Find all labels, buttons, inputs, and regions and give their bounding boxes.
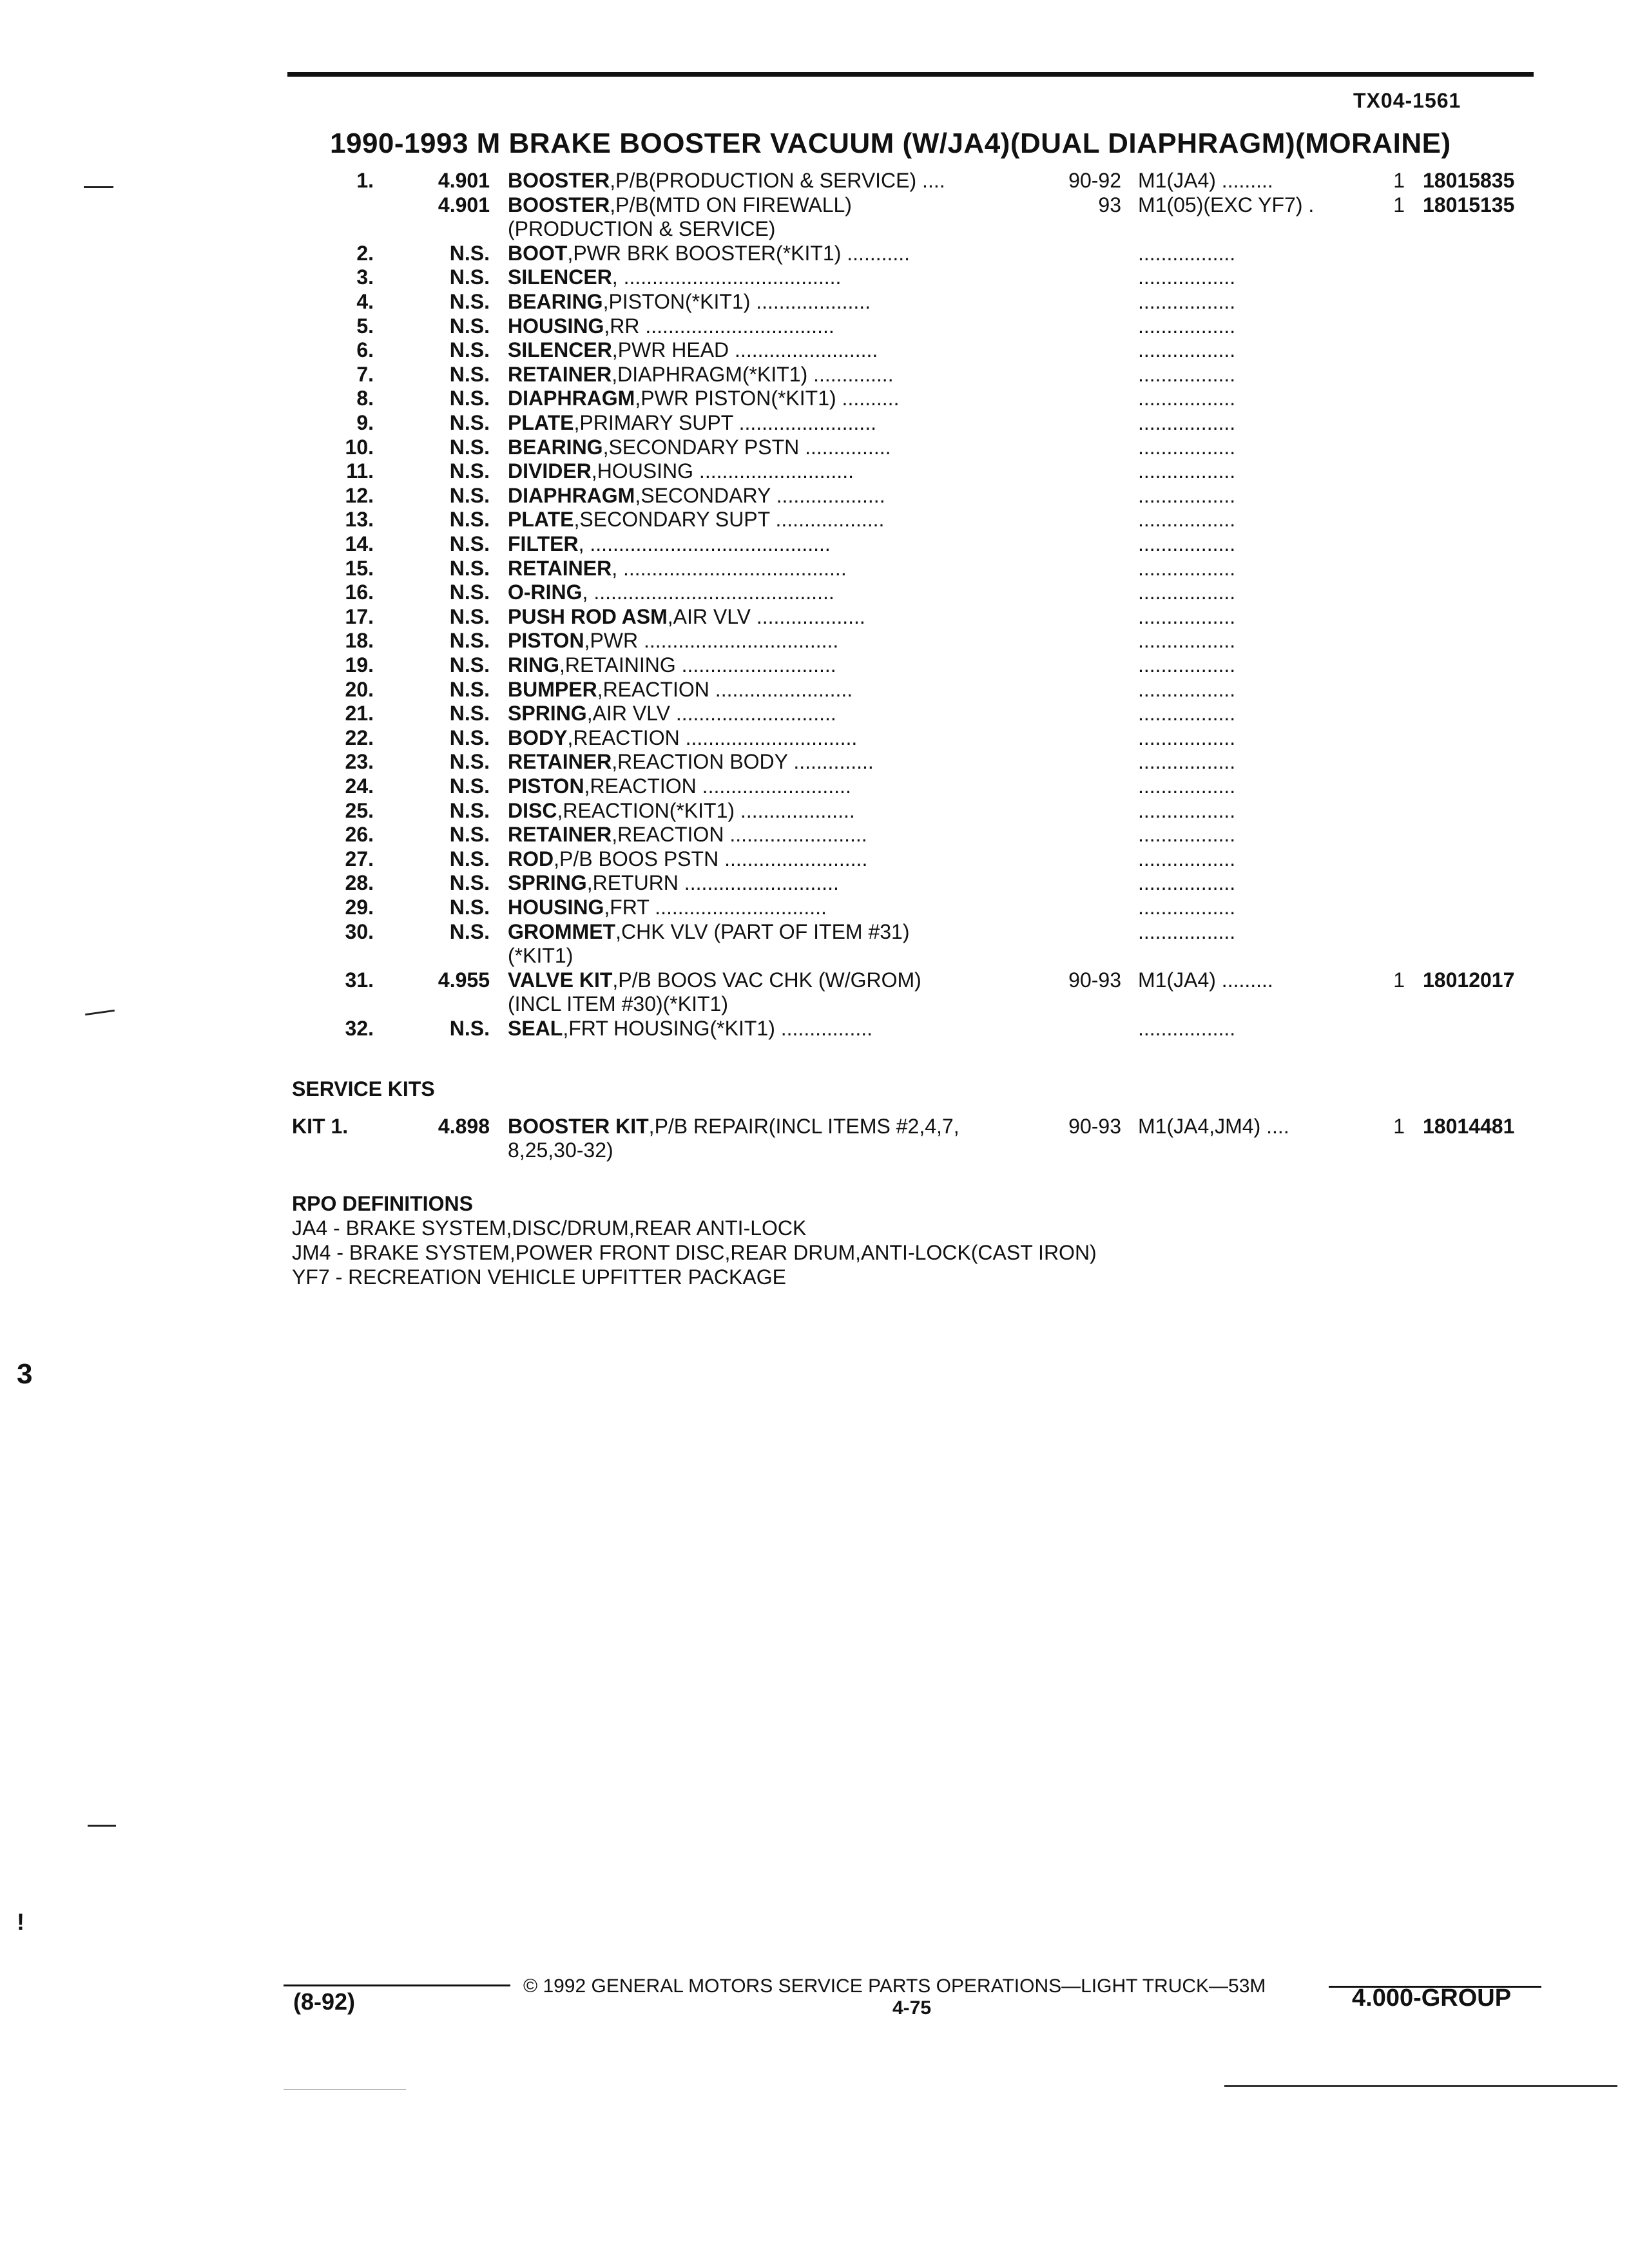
illustration-ref: N.S. xyxy=(449,798,490,822)
part-name: GROMMET xyxy=(508,919,616,943)
part-name: RETAINER xyxy=(508,362,612,386)
model-usage: ................. xyxy=(1138,314,1236,338)
item-number: 3. xyxy=(356,265,374,289)
item-number: 17. xyxy=(345,604,374,628)
part-detail-continued: (*KIT1) xyxy=(508,943,574,967)
item-number: 23. xyxy=(345,750,374,774)
item-number: 10. xyxy=(345,435,374,459)
model-usage: ................. xyxy=(1138,362,1236,386)
part-name: RETAINER xyxy=(508,750,612,774)
model-usage: ................. xyxy=(1138,508,1236,532)
part-detail-continued: (INCL ITEM #30)(*KIT1) xyxy=(508,992,728,1015)
item-number: 13. xyxy=(345,508,374,532)
illustration-ref: N.S. xyxy=(449,265,490,289)
part-detail: , ....................................... xyxy=(612,556,847,580)
model-usage: ................. xyxy=(1138,798,1236,822)
part-detail: ,AIR VLV ............................ xyxy=(586,702,836,726)
part-name: BOOSTER xyxy=(508,193,610,216)
illustration-ref: N.S. xyxy=(449,411,490,434)
part-description xyxy=(508,896,1036,919)
model-usage: ................. xyxy=(1138,435,1236,459)
part-name: SPRING xyxy=(508,871,587,895)
illustration-ref: N.S. xyxy=(449,677,490,701)
footer-copyright: © 1992 GENERAL MOTORS SERVICE PARTS OPERATIONS—LIGHT TRUCK—53M xyxy=(523,1975,1266,1997)
part-name: DISC xyxy=(508,798,557,822)
part-detail: ,P/B(PRODUCTION & SERVICE) .... xyxy=(610,169,945,192)
item-number: 11. xyxy=(346,459,374,483)
item-number: 28. xyxy=(345,871,374,895)
quantity: 1 xyxy=(1393,169,1405,192)
model-usage: ................. xyxy=(1138,653,1236,677)
model-usage: ................. xyxy=(1138,387,1236,410)
part-detail: ,DIAPHRAGM(*KIT1) .............. xyxy=(612,362,894,386)
model-usage: ................. xyxy=(1138,629,1236,653)
part-detail: , .......................................... xyxy=(582,581,834,604)
part-detail: ,PISTON(*KIT1) .................... xyxy=(602,290,871,313)
part-description xyxy=(508,605,1036,629)
model-usage: ................. xyxy=(1138,265,1236,289)
part-description xyxy=(508,629,1036,653)
quantity: 1 xyxy=(1393,968,1405,992)
part-description xyxy=(508,436,1036,459)
part-description xyxy=(508,823,1036,847)
kit-row xyxy=(0,1115,1629,1166)
illustration-ref: N.S. xyxy=(449,919,490,943)
part-description xyxy=(508,532,1036,556)
item-number: 18. xyxy=(345,629,374,653)
model-usage: ................. xyxy=(1138,847,1236,870)
part-detail: ,REACTION .......................... xyxy=(584,774,851,798)
part-name: PISTON xyxy=(508,629,584,653)
item-number: 26. xyxy=(345,823,374,847)
rpo-definition-ja4: JA4 - BRAKE SYSTEM,DISC/DRUM,REAR ANTI-LOCK xyxy=(292,1216,807,1240)
model-usage: ................. xyxy=(1138,604,1236,628)
item-number: 22. xyxy=(345,726,374,749)
part-detail: ,SECONDARY SUPT ................... xyxy=(574,508,885,532)
part-name: PLATE xyxy=(508,508,574,532)
part-detail: ,REACTION .............................. xyxy=(567,726,858,749)
part-name: SEAL xyxy=(508,1017,563,1040)
item-number: 8. xyxy=(356,387,374,410)
part-row xyxy=(0,920,1629,969)
model-years: 90-92 xyxy=(1068,169,1121,192)
item-number: 25. xyxy=(345,798,374,822)
item-number: 12. xyxy=(345,483,374,507)
part-detail: ,RETAINING ........................... xyxy=(559,653,836,677)
part-detail: ,CHK VLV (PART OF ITEM #31) xyxy=(615,919,910,943)
model-usage: ................. xyxy=(1138,823,1236,847)
model-usage: ................. xyxy=(1138,774,1236,798)
illustration-ref: N.S. xyxy=(449,459,490,483)
margin-tick-mark xyxy=(84,186,113,188)
part-name: PLATE xyxy=(508,411,574,434)
part-name: FILTER xyxy=(508,532,579,555)
model-usage: ................. xyxy=(1138,750,1236,774)
part-row xyxy=(0,968,1629,1017)
top-rule xyxy=(287,72,1534,77)
part-name: BEARING xyxy=(508,290,603,313)
illustration-ref: N.S. xyxy=(449,604,490,628)
model-usage: ................. xyxy=(1138,338,1236,362)
part-description xyxy=(508,265,1036,289)
part-detail: ,REACTION BODY .............. xyxy=(612,750,874,774)
part-name: SPRING xyxy=(508,702,587,726)
footer-rule-left xyxy=(284,1984,510,1986)
illustration-ref: N.S. xyxy=(449,702,490,726)
part-detail-continued: 8,25,30-32) xyxy=(508,1139,613,1162)
illustration-ref: N.S. xyxy=(449,1017,490,1040)
part-description xyxy=(508,411,1036,435)
model-usage: ................. xyxy=(1138,702,1236,726)
illustration-ref: 4.955 xyxy=(438,968,490,992)
illustration-ref: N.S. xyxy=(449,847,490,870)
part-number: 18012017 xyxy=(1423,968,1515,992)
rpo-definition-yf7: YF7 - RECREATION VEHICLE UPFITTER PACKAGE xyxy=(292,1265,786,1289)
part-name: VALVE KIT xyxy=(508,968,613,992)
model-usage: M1(JA4,JM4) .... xyxy=(1138,1115,1289,1138)
part-description xyxy=(508,508,1036,532)
part-name: DIVIDER xyxy=(508,459,592,483)
illustration-ref: 4.901 xyxy=(438,169,490,192)
part-description xyxy=(508,459,1036,483)
part-name: BODY xyxy=(508,726,568,749)
part-description xyxy=(508,338,1036,362)
part-detail: ,AIR VLV ................... xyxy=(667,604,865,628)
margin-scan-mark: ! xyxy=(17,1908,24,1935)
part-detail: ,PWR .................................. xyxy=(584,629,839,653)
illustration-ref: N.S. xyxy=(449,774,490,798)
part-detail: ,PWR BRK BOOSTER(*KIT1) ........... xyxy=(567,241,911,265)
part-name: SILENCER xyxy=(508,338,612,362)
part-description xyxy=(508,290,1036,314)
illustration-ref: N.S. xyxy=(449,387,490,410)
model-usage: ................. xyxy=(1138,290,1236,313)
part-detail: ,REACTION ........................ xyxy=(597,677,853,701)
part-detail: , .......................................... xyxy=(578,532,831,555)
item-number: 15. xyxy=(345,556,374,580)
model-usage: ................. xyxy=(1138,919,1236,943)
item-number: 7. xyxy=(356,362,374,386)
model-years: 90-93 xyxy=(1068,968,1121,992)
part-number: 18015835 xyxy=(1423,169,1515,192)
part-detail: , ...................................... xyxy=(612,265,842,289)
item-number: 30. xyxy=(345,919,374,943)
illustration-ref: N.S. xyxy=(449,823,490,847)
model-usage: ................. xyxy=(1138,871,1236,895)
model-usage: ................. xyxy=(1138,532,1236,555)
part-detail: ,P/B BOOS PSTN ......................... xyxy=(554,847,868,870)
item-number: 14. xyxy=(345,532,374,555)
illustration-ref: N.S. xyxy=(449,483,490,507)
margin-scan-mark: 3 xyxy=(17,1358,33,1390)
part-detail: ,RR ................................. xyxy=(604,314,834,338)
quantity: 1 xyxy=(1393,1115,1405,1138)
part-detail: ,FRT .............................. xyxy=(604,896,827,919)
part-description xyxy=(508,484,1036,508)
part-detail: ,PWR PISTON(*KIT1) .......... xyxy=(635,387,900,410)
part-detail: ,SECONDARY PSTN ............... xyxy=(602,435,891,459)
part-name: BOOSTER KIT xyxy=(508,1115,649,1138)
illustration-ref: N.S. xyxy=(449,508,490,532)
illustration-ref: N.S. xyxy=(449,338,490,362)
item-number: 31. xyxy=(345,968,374,992)
illustration-ref: N.S. xyxy=(449,653,490,677)
item-number: 32. xyxy=(345,1017,374,1040)
service-kits-heading: SERVICE KITS xyxy=(292,1077,435,1100)
part-description xyxy=(508,920,1036,968)
part-description xyxy=(508,678,1036,702)
part-description xyxy=(508,847,1036,871)
part-description xyxy=(508,557,1036,581)
part-number: 18014481 xyxy=(1423,1115,1515,1138)
scan-edge-line xyxy=(284,2089,406,2090)
item-number: 20. xyxy=(345,677,374,701)
part-number: 18015135 xyxy=(1423,193,1515,216)
item-number: 21. xyxy=(345,702,374,726)
model-usage: ................. xyxy=(1138,1017,1236,1040)
document-id: TX04-1561 xyxy=(1353,89,1461,112)
part-name: O-RING xyxy=(508,581,583,604)
model-usage: ................. xyxy=(1138,556,1236,580)
part-description xyxy=(508,314,1036,338)
model-usage: ................. xyxy=(1138,411,1236,434)
model-years: 90-93 xyxy=(1068,1115,1121,1138)
part-detail: ,RETURN ........................... xyxy=(586,871,839,895)
item-number: 29. xyxy=(345,896,374,919)
kit-number: KIT 1. xyxy=(292,1115,349,1138)
part-description xyxy=(508,799,1036,823)
illustration-ref: N.S. xyxy=(449,532,490,555)
part-description xyxy=(508,581,1036,604)
part-description xyxy=(508,169,1036,193)
item-number: 19. xyxy=(345,653,374,677)
rpo-heading: RPO DEFINITIONS xyxy=(292,1192,473,1215)
item-number: 24. xyxy=(345,774,374,798)
part-detail: ,PRIMARY SUPT ........................ xyxy=(574,411,876,434)
part-description xyxy=(508,774,1036,798)
item-number: 5. xyxy=(356,314,374,338)
part-name: DIAPHRAGM xyxy=(508,483,635,507)
model-usage: ................. xyxy=(1138,483,1236,507)
part-row xyxy=(0,1017,1629,1066)
part-name: PUSH ROD ASM xyxy=(508,604,668,628)
footer-date: (8-92) xyxy=(293,1988,356,2015)
model-years: 93 xyxy=(1098,193,1121,216)
item-number: 6. xyxy=(356,338,374,362)
model-usage: M1(JA4) ......... xyxy=(1138,169,1273,192)
part-description xyxy=(508,1017,1036,1041)
model-usage: ................. xyxy=(1138,459,1236,483)
part-detail: ,PWR HEAD ......................... xyxy=(612,338,878,362)
part-description xyxy=(508,1115,1036,1162)
item-number: 16. xyxy=(345,581,374,604)
part-detail: ,P/B REPAIR(INCL ITEMS #2,4,7, xyxy=(648,1115,959,1138)
part-name: RETAINER xyxy=(508,556,612,580)
part-detail: ,FRT HOUSING(*KIT1) ................ xyxy=(563,1017,872,1040)
illustration-ref: N.S. xyxy=(449,896,490,919)
part-description xyxy=(508,750,1036,774)
model-usage: M1(JA4) ......... xyxy=(1138,968,1273,992)
page-title: 1990-1993 M BRAKE BOOSTER VACUUM (W/JA4)(DUAL DIAPHRAGM)(MORAINE) xyxy=(330,128,1451,159)
part-detail: ,REACTION(*KIT1) .................... xyxy=(557,798,855,822)
model-usage: M1(05)(EXC YF7) . xyxy=(1138,193,1315,216)
illustration-ref: N.S. xyxy=(449,726,490,749)
part-description xyxy=(508,242,1036,265)
illustration-ref: N.S. xyxy=(449,290,490,313)
part-description xyxy=(508,726,1036,750)
part-description xyxy=(508,871,1036,895)
illustration-ref: 4.898 xyxy=(438,1115,490,1138)
scan-edge-line xyxy=(1224,2085,1617,2087)
part-name: BOOSTER xyxy=(508,169,610,192)
illustration-ref: N.S. xyxy=(449,581,490,604)
part-name: BEARING xyxy=(508,435,603,459)
part-row xyxy=(0,193,1629,242)
illustration-ref: N.S. xyxy=(449,241,490,265)
part-name: HOUSING xyxy=(508,314,604,338)
part-detail: ,P/B BOOS VAC CHK (W/GROM) xyxy=(612,968,921,992)
quantity: 1 xyxy=(1393,193,1405,216)
part-name: ROD xyxy=(508,847,554,870)
part-name: BOOT xyxy=(508,241,568,265)
part-detail: ,SECONDARY ................... xyxy=(635,483,885,507)
part-detail-continued: (PRODUCTION & SERVICE) xyxy=(508,216,776,240)
part-name: BUMPER xyxy=(508,677,597,701)
part-name: RING xyxy=(508,653,559,677)
part-description xyxy=(508,653,1036,677)
part-name: RETAINER xyxy=(508,823,612,847)
illustration-ref: N.S. xyxy=(449,362,490,386)
model-usage: ................. xyxy=(1138,726,1236,749)
part-name: DIAPHRAGM xyxy=(508,387,635,410)
footer-group: 4.000-GROUP xyxy=(1352,1984,1512,2012)
part-description xyxy=(508,193,1036,241)
model-usage: ................. xyxy=(1138,581,1236,604)
page-number: 4-75 xyxy=(892,1997,932,2019)
illustration-ref: N.S. xyxy=(449,314,490,338)
illustration-ref: N.S. xyxy=(449,871,490,895)
part-description xyxy=(508,387,1036,410)
part-description xyxy=(508,968,1036,1016)
model-usage: ................. xyxy=(1138,241,1236,265)
part-description xyxy=(508,702,1036,726)
item-number: 1. xyxy=(356,169,374,192)
illustration-ref: N.S. xyxy=(449,750,490,774)
margin-tick-mark xyxy=(88,1825,116,1827)
illustration-ref: N.S. xyxy=(449,435,490,459)
part-name: SILENCER xyxy=(508,265,612,289)
illustration-ref: N.S. xyxy=(449,629,490,653)
part-detail: ,HOUSING ........................... xyxy=(591,459,854,483)
part-detail: ,P/B(MTD ON FIREWALL) xyxy=(610,193,852,216)
item-number: 2. xyxy=(356,241,374,265)
part-description xyxy=(508,363,1036,387)
model-usage: ................. xyxy=(1138,896,1236,919)
part-detail: ,REACTION ........................ xyxy=(612,823,867,847)
item-number: 27. xyxy=(345,847,374,870)
part-name: PISTON xyxy=(508,774,584,798)
illustration-ref: N.S. xyxy=(449,556,490,580)
illustration-ref: 4.901 xyxy=(438,193,490,216)
item-number: 9. xyxy=(356,411,374,434)
item-number: 4. xyxy=(356,290,374,313)
model-usage: ................. xyxy=(1138,677,1236,701)
part-name: HOUSING xyxy=(508,896,604,919)
rpo-definition-jm4: JM4 - BRAKE SYSTEM,POWER FRONT DISC,REAR DRUM,ANTI-LOCK(CAST IRON) xyxy=(292,1241,1097,1264)
